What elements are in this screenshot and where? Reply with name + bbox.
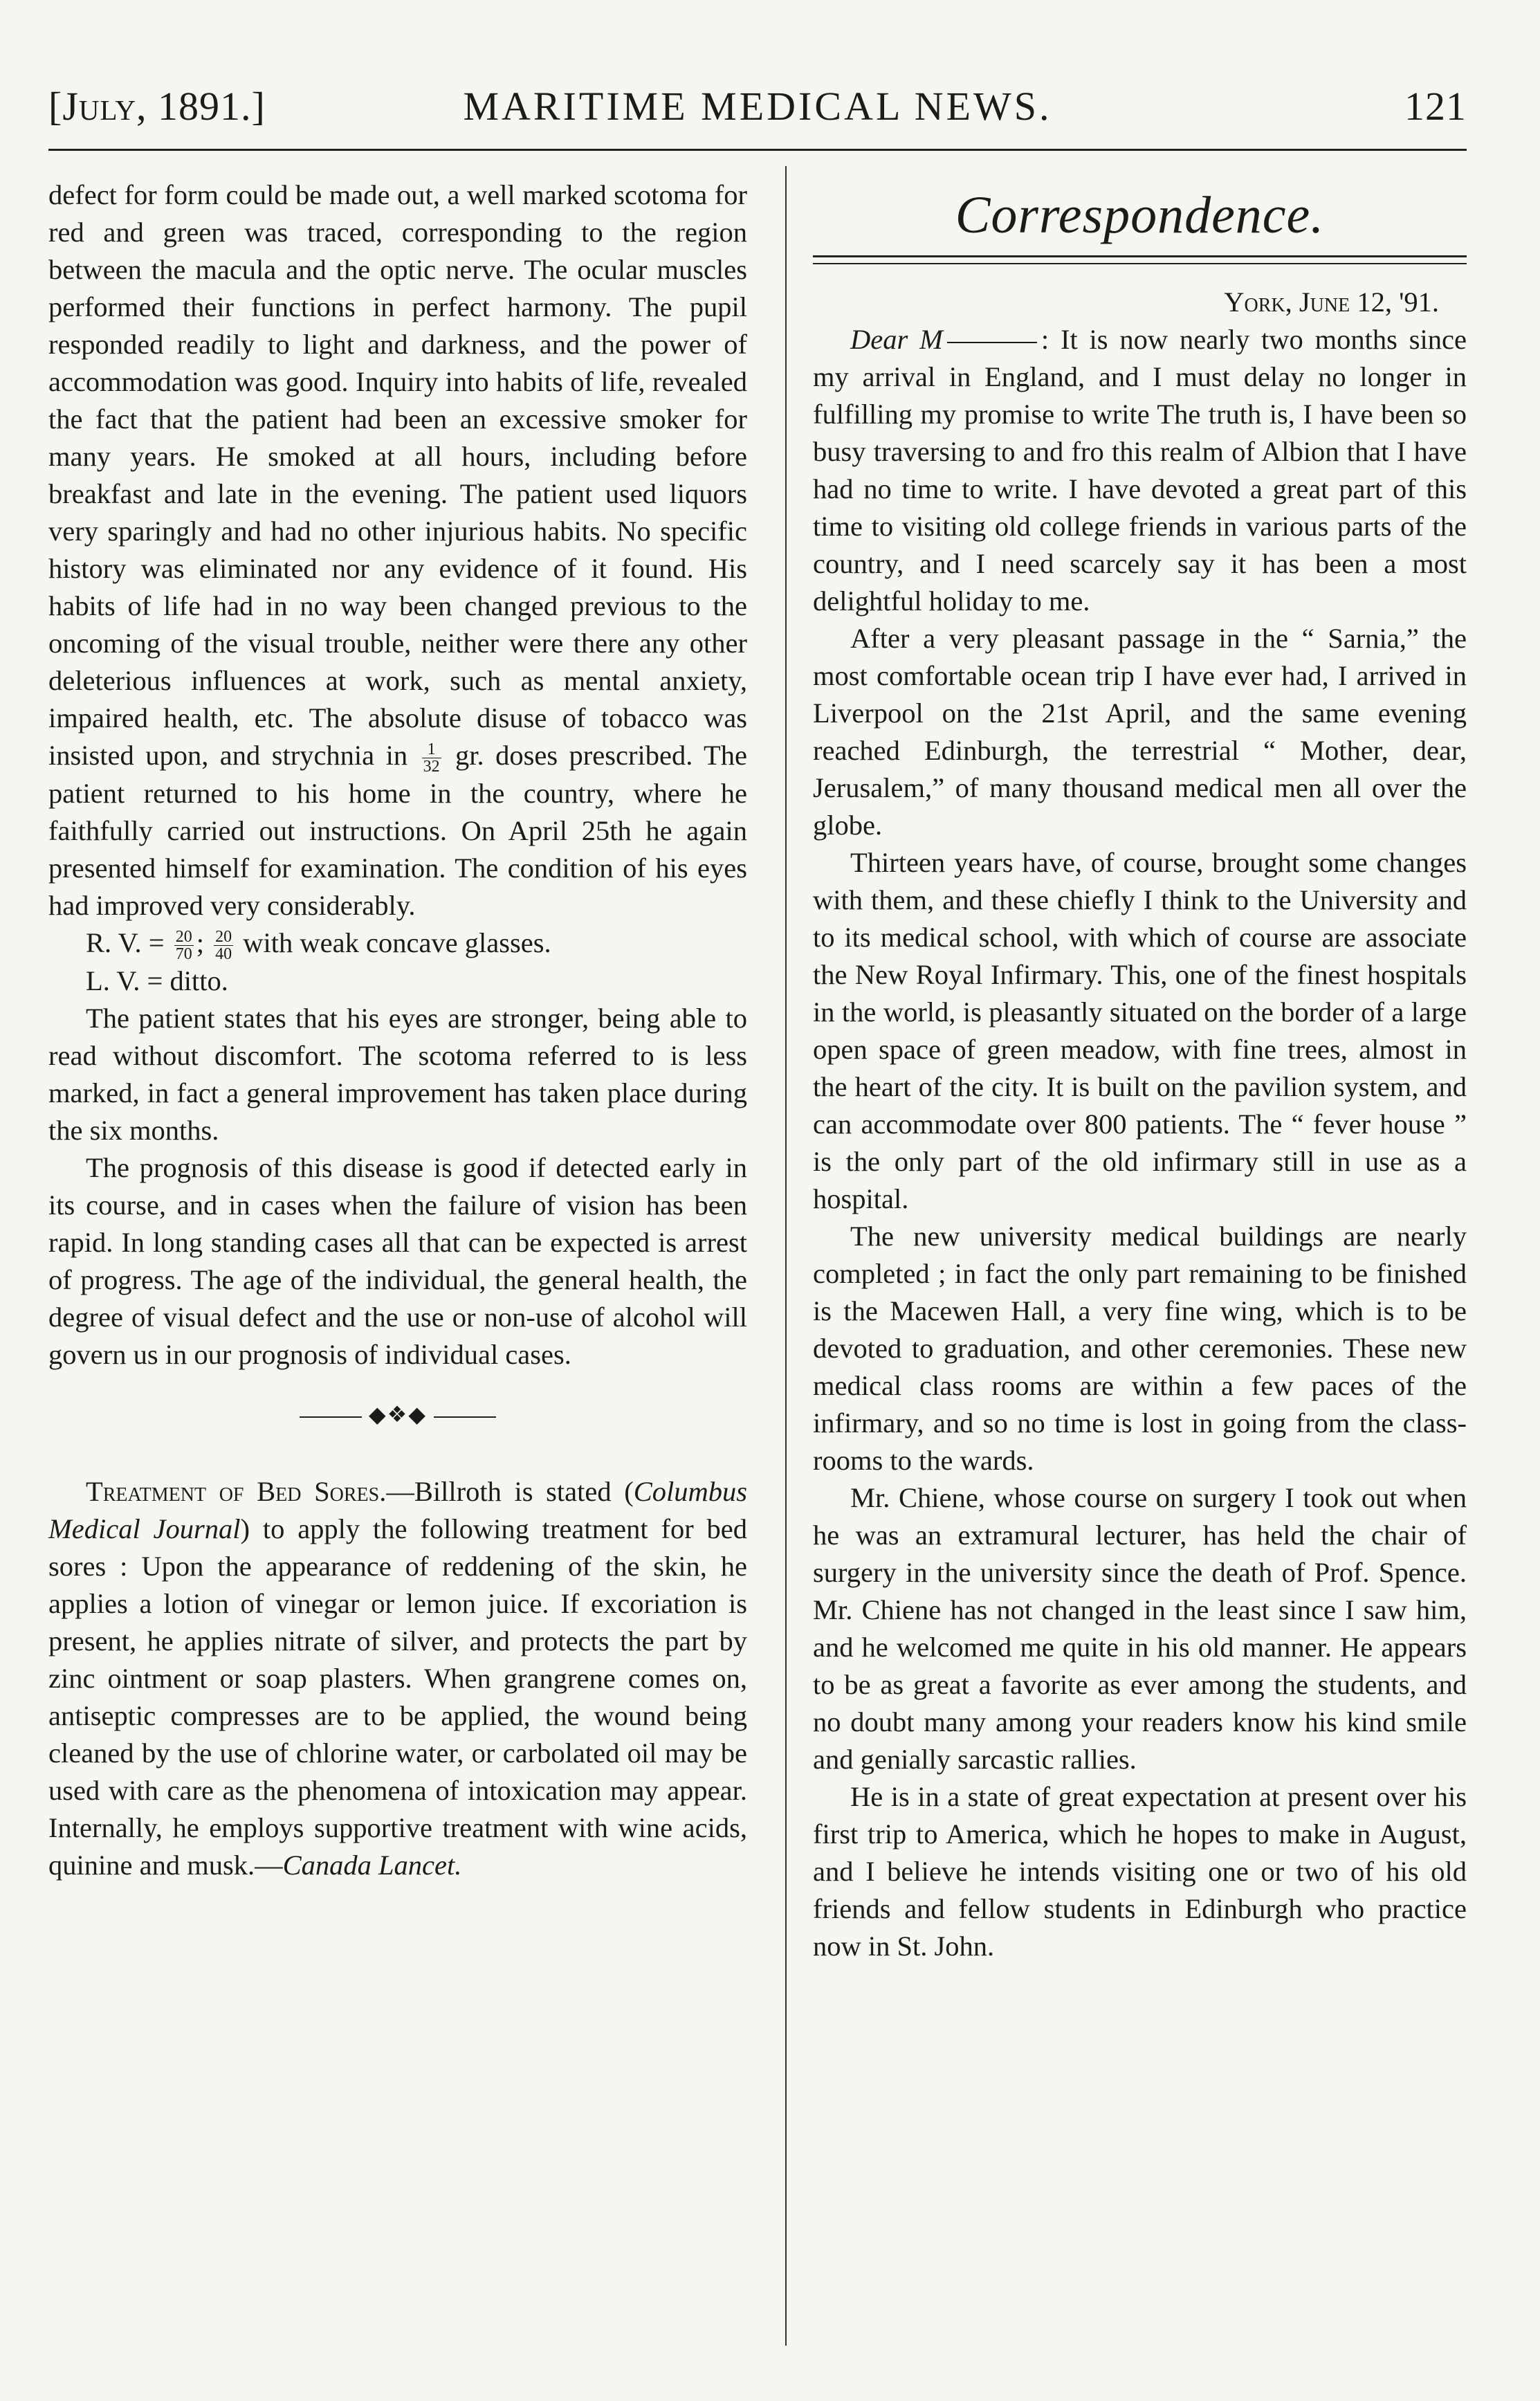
case-report-text: defect for form could be made out, a well marked scotoma for red and green was traced, corresponding to the region between the macula and the optic nerve. The ocular muscles performed their functions in perfect harmony. The pupil responded readily to light and darkness, and the power of accommodation was good. Inquiry into habits of life, revealed the fact that the patient had been an excessive smoker for many years. He smoked at all hours, including before breakfast and late in the evening. The patient used liquors very sparingly and had no other injurious habits. No specific history was eliminated nor any evidence of it found. His habits of life had in no way been changed previous to the oncoming of the visual trouble, neither were there any other deleterious influences at work, such as mental anxiety, impaired health, etc. The absolute disuse of tobacco was insisted upon, and strychnia in [48,179,747,771]
ornament-bar-right [434,1416,496,1418]
letter-paragraph-2: After a very pleasant passage in the “ Sarnia,” the most comfortable ocean trip I have ever had, I arrived in Liverpool on the 21st April, and the same evening reached Edinburgh, the terrestrial “ Mother, dear, Jerusalem,” of many thousand medical men all over the globe. [813,623,1467,841]
letter-paragraph-4: The new university medical buildings are nearly completed ; in fact the only part remaining to be finished is the Macewen Hall, a very fine wing, which is to be devoted to graduation, and other ceremonies. These new medical class rooms are within a few paces of the infirmary, and so no time is lost in going from the class-rooms to the wards. [813,1221,1467,1476]
ornament-diamond-icon: ◆❖◆ [369,1402,427,1427]
journal-page [48,66,1467,2370]
bed-sores-heading: Treatment of Bed Sores. [86,1476,387,1508]
bed-sores-text-1: —Billroth is stated ( [386,1476,634,1508]
running-header [48,83,1467,138]
fraction-numerator: 20 [175,928,192,947]
letter-paragraph-3: Thirteen years have, of course, brought some changes with them, and these chiefly I think to the University and to its medical school, with which of course are associate the New Royal Infirmary. This, one of the finest hospitals in the world, is pleasantly situated on the border of a large open space of green meadow, with fine trees, almost in the heart of the city. It is built on the pavilion system, and can accommodate over 800 patients. The “ fever house ” is the only part of the old infirmary still in use as a hospital. [813,847,1467,1214]
journal-title: MARITIME MEDICAL NEWS. [463,84,1052,129]
case-report-paragraph [48,176,747,924]
salutation-colon: : [1041,324,1049,355]
rv-fraction-1 [174,929,194,962]
section-ornament [48,1396,747,1433]
rv-fraction-2 [214,929,233,962]
bed-sores-text-2: ) to apply the following treatment for bed sores : Upon the appearance of reddening of the skin, he applies a lotion of vinegar or lemon juice. If excoriation is present, he applies nitrate of silver, and protects the part by zinc ointment or soap plasters. When grangrene comes on, antiseptic compresses are to be applied, the wound being cleaned by the use of chlorine water, or carbolated oil may be used with care as the phenomena of intoxication may appear. Internally, he employs supportive treatment with wine acids, quinine and musk.— [48,1513,747,1881]
fraction-numerator: 20 [215,928,232,947]
fraction-numerator: 1 [422,741,441,758]
bed-sores-journal: Columbus Medical Journal [48,1476,747,1545]
rv-tail: with weak concave glasses. [243,927,551,959]
letter-salutation: Dear M [850,324,943,355]
header-rule [48,149,1467,151]
fraction-denominator: 40 [215,945,232,964]
letter-dateline: York, June 12, '91. [1224,286,1439,318]
rv-label: R. V. = [86,927,165,959]
fraction-denominator: 70 [175,945,192,964]
header-date: [July, 1891.] [48,84,266,129]
case-report-text-tail: gr. doses prescribed. The patient returned to his home in the country, where he faithfully carried out instructions. On April 25th he again presented himself for examination. The condition of his eyes had improved very considerably. [48,740,748,922]
prognosis-paragraph: The prognosis of this disease is good if detected early in its course, and in cases when the failure of vision has been rapid. In long standing cases all that can be expected is arrest of progress. The age of the individual, the general health, the degree of visual defect and the use or non-use of alcohol will govern us in our prognosis of individual cases. [48,1152,747,1371]
salutation-dash [947,342,1037,343]
bed-sores-paragraph [48,1473,747,1884]
letter-paragraph-1 [813,321,1467,620]
section-title: Correspondence. [955,186,1325,244]
page-number: 121 [1404,84,1467,129]
left-eye-vision: L. V. = ditto. [86,965,228,997]
right-column [813,176,1467,1965]
column-divider [785,166,787,2346]
strychnia-dose-fraction [422,741,441,775]
right-eye-vision [48,924,747,962]
title-double-rule [813,255,1467,264]
rv-separator: ; [196,927,205,959]
letter-paragraph-5: Mr. Chiene, whose course on surgery I took out when he was an extramural lecturer, has held the chair of surgery in the university since the death of Prof. Spence. Mr. Chiene has not changed in the least since I saw him, and he welcomed me quite in his old manner. He appears to be as great a favorite as ever among the students, and no doubt many among your readers know his kind smile and genially sarcastic rallies. [813,1482,1467,1775]
left-column [48,176,747,1884]
patient-status-paragraph: The patient states that his eyes are stronger, being able to read without discomfort. The scotoma referred to is less marked, in fact a general improvement has taken place during the six months. [48,1003,747,1147]
bed-sores-source: Canada Lancet. [282,1850,462,1881]
ornament-bar-left [300,1416,362,1418]
letter-paragraph-1-text: It is now nearly two months since my arrival in England, and I must delay no longer in fulfilling my promise to write The truth is, I have been so busy traversing to and fro this realm of Albion that I have had no time to write. I have devoted a great part of this time to visiting old college friends in various parts of the country, and I need scarcely say it has been a most delightful holiday to me. [813,324,1467,617]
letter-paragraph-6: He is in a state of great expectation at present over his first trip to America, which he hopes to make in August, and I believe he intends visiting one or two of his old friends and fellow students in Edinburgh who practice now in St. John. [813,1781,1467,1962]
fraction-denominator: 32 [423,758,440,776]
